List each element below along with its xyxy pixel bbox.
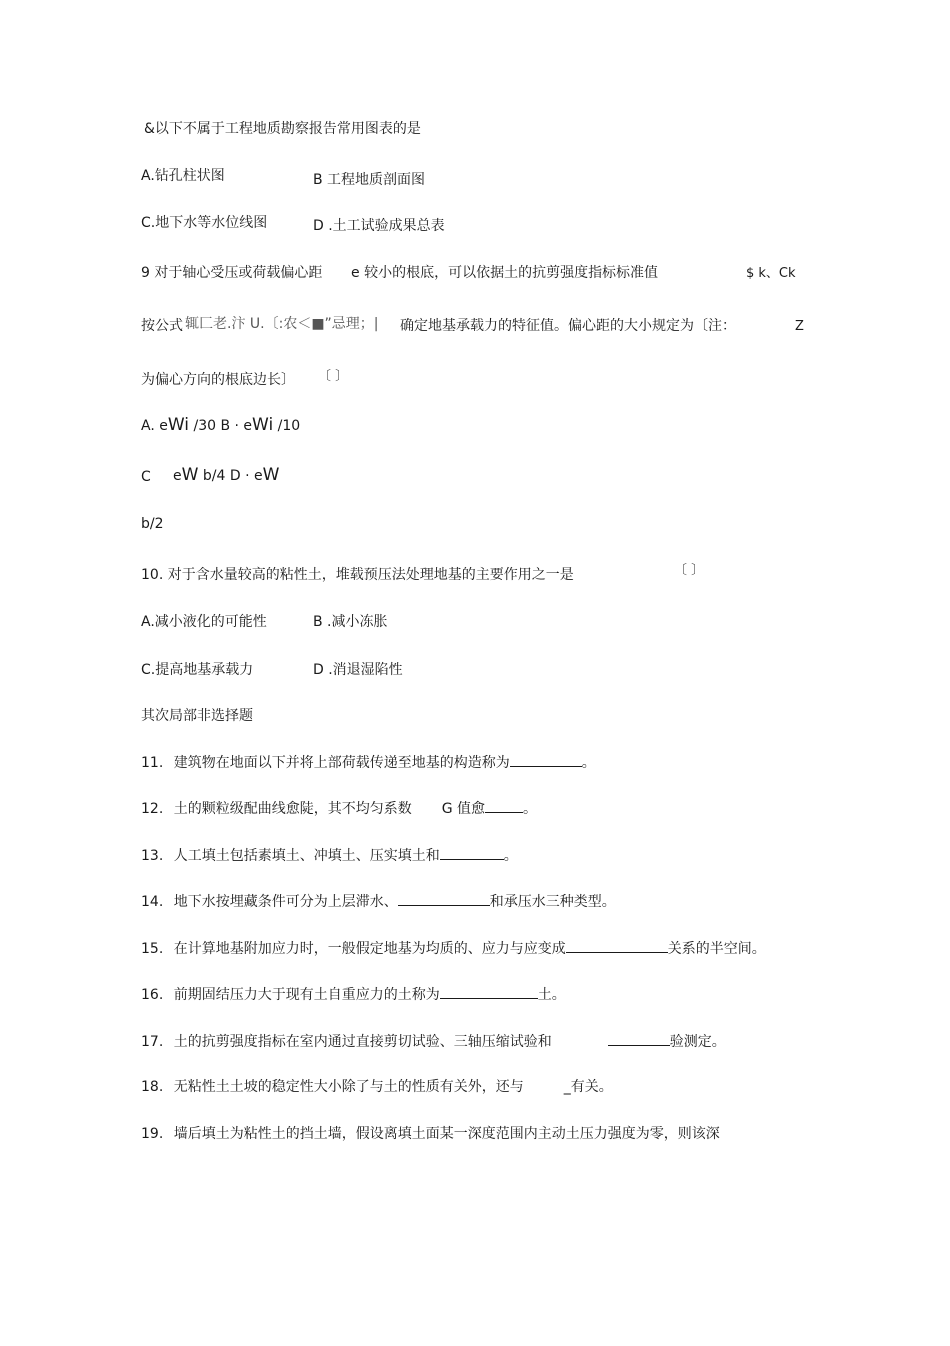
- question-text: 土的抗剪强度指标在室内通过直接剪切试验、三轴压缩试验和: [173, 1034, 552, 1050]
- question-text: 建筑物在地面以下并将上部荷载传递至地基的构造称为: [173, 755, 510, 771]
- question-number: 11.: [141, 755, 164, 771]
- fill-question: [141, 846, 518, 865]
- fill-question: [141, 1125, 720, 1143]
- q9-opt-a-post: /30 B · e: [193, 418, 253, 434]
- question-number: 14.: [141, 894, 164, 910]
- q9-line1-b: e 较小的根底，可以依据土的抗剪强度指标标准值: [351, 265, 659, 281]
- question-number: 13.: [141, 848, 164, 864]
- question-number: 19.: [141, 1126, 164, 1142]
- question-text-after: 。: [503, 848, 518, 864]
- q9-opt-a-pre: A. e: [141, 418, 168, 434]
- q8-option-b: B 工程地质剖面图: [313, 172, 426, 188]
- fill-question: [141, 799, 537, 818]
- q10-option-b: B .减小冻胀: [313, 614, 388, 630]
- q10-option-c: C.提高地基承载力: [141, 662, 254, 678]
- fill-question: [141, 1078, 613, 1096]
- answer-blank[interactable]: [440, 846, 504, 860]
- q9-options-cd: [173, 466, 279, 485]
- q9-opt-b-w: Wi: [252, 415, 274, 435]
- q9-opt-a-w: Wi: [167, 415, 190, 435]
- question-text: 人工填土包括素填土、冲填土、压实填土和: [173, 848, 440, 864]
- question-text-after: 。: [581, 755, 596, 771]
- q9-opt-c-w: W: [181, 465, 199, 485]
- q9-line2-b: 确定地基承载力的特征值。偏心距的大小规定为〔注：: [400, 318, 736, 334]
- question-text-mid: G 值愈: [441, 801, 486, 817]
- q9-opt-d-val: b/2: [141, 516, 164, 532]
- q9-line1-c: $ k、Ck: [746, 266, 796, 281]
- q10-option-a: A.减小液化的可能性: [141, 614, 267, 630]
- q9-opt-d-w: W: [262, 465, 280, 485]
- question-text: 在计算地基附加应力时，一般假定地基为均质的、应力与应变成: [173, 941, 566, 957]
- answer-blank[interactable]: [566, 939, 668, 953]
- q10-answer-paren: 〔 〕: [674, 563, 705, 578]
- answer-blank[interactable]: [485, 799, 523, 813]
- answer-blank[interactable]: [440, 985, 538, 999]
- q9-line2-a: 按公式: [141, 318, 183, 334]
- question-text: 土的颗粒级配曲线愈陡，其不均匀系数: [173, 801, 412, 817]
- fill-question: [141, 1032, 726, 1051]
- section-title: 其次局部非选择题: [141, 708, 253, 724]
- q9-formula-image: 辄匚老.汴 U.〔:农＜■”忌理；|: [185, 316, 379, 332]
- answer-blank[interactable]: [608, 1032, 670, 1046]
- fill-question: [141, 985, 566, 1004]
- q9-line1-a: 9 对于轴心受压或荷载偏心距: [141, 265, 323, 281]
- q9-opt-c-post: b/4 D · e: [202, 468, 263, 484]
- question-number: 12.: [141, 801, 164, 817]
- question-text-after: 和承压水三种类型。: [489, 894, 616, 910]
- q9-options-ab: [141, 416, 300, 435]
- question-text: 墙后填土为粘性土的挡土墙，假设离填土面某一深度范围内主动土压力强度为零，则该深: [173, 1126, 720, 1142]
- q9-opt-c-e: e: [173, 468, 182, 484]
- q9-opt-c-pre: C: [141, 469, 151, 485]
- fill-question: [141, 753, 596, 772]
- fill-question: [141, 939, 766, 958]
- q8-option-c: C.地下水等水位线图: [141, 215, 268, 231]
- q8-stem: &以下不属于工程地质勘察报告常用图表的是: [144, 121, 421, 137]
- answer-blank[interactable]: [398, 892, 490, 906]
- question-text: 前期固结压力大于现有土自重应力的土称为: [173, 987, 440, 1003]
- question-text-after: 土。: [537, 987, 566, 1003]
- q8-option-a: A.钻孔柱状图: [141, 168, 225, 184]
- fill-question: [141, 892, 616, 911]
- answer-blank[interactable]: [510, 753, 582, 767]
- question-number: 18.: [141, 1079, 164, 1095]
- q8-option-d: D .土工试验成果总表: [313, 218, 445, 234]
- q10-option-d: D .消退湿陷性: [313, 662, 403, 678]
- question-text-after: 验测定。: [669, 1034, 726, 1050]
- question-number: 16.: [141, 987, 164, 1003]
- q9-opt-b-post: /10: [277, 418, 301, 434]
- question-text: 地下水按埋藏条件可分为上层滞水、: [173, 894, 398, 910]
- question-number: 15.: [141, 941, 164, 957]
- question-text-after: 关系的半空间。: [667, 941, 766, 957]
- question-text: 无粘性土土坡的稳定性大小除了与土的性质有关外，还与: [173, 1079, 524, 1095]
- question-number: 17.: [141, 1034, 164, 1050]
- q9-line2-c: Z: [795, 319, 804, 334]
- q9-answer-paren: 〔 〕: [318, 369, 349, 384]
- q9-line3: 为偏心方向的根底边长〕: [141, 372, 295, 388]
- question-text-after: _有关。: [563, 1079, 613, 1095]
- q10-stem: 10. 对于含水量较高的粘性土，堆载预压法处理地基的主要作用之一是: [141, 567, 574, 583]
- question-text-after: 。: [523, 801, 538, 817]
